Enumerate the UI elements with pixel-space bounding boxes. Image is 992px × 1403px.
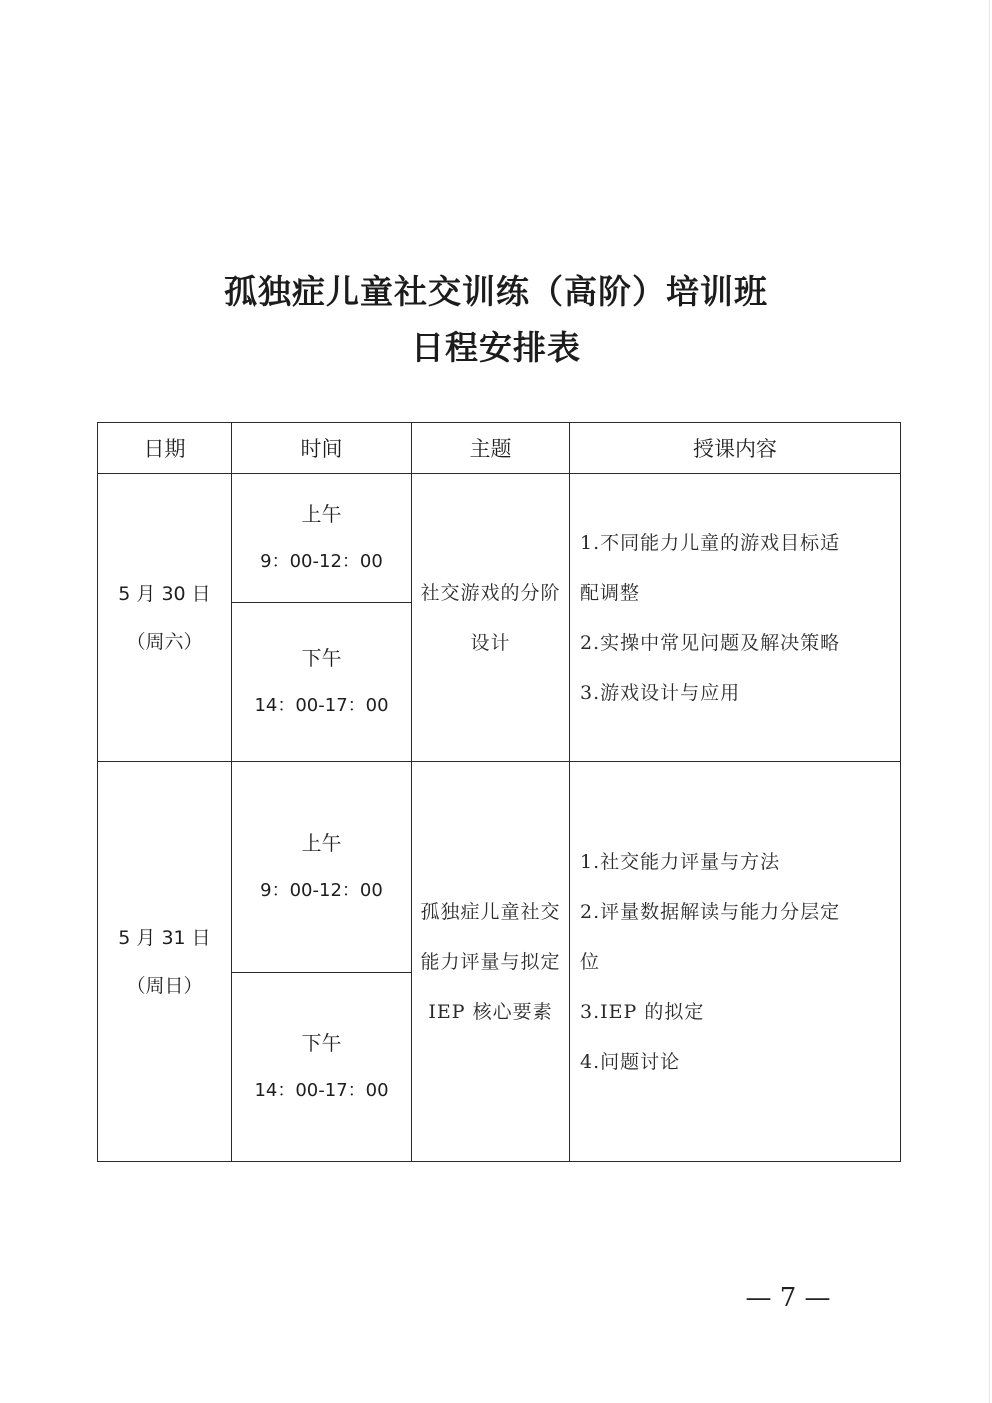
- period-label: 上午: [301, 831, 342, 855]
- content-cell: [570, 474, 901, 762]
- content-line: 3.游戏设计与应用: [580, 681, 741, 704]
- period-label: 下午: [301, 1031, 342, 1055]
- time-cell-morning: [232, 762, 412, 973]
- hours-label: 9：00-12：00: [260, 880, 383, 901]
- content-line: 4.问题讨论: [580, 1050, 681, 1073]
- content-line: 配调整: [580, 581, 641, 604]
- date-cell: [98, 762, 232, 1162]
- document-title: 孤独症儿童社交训练（高阶）培训班: [224, 272, 768, 311]
- content-line: 1.不同能力儿童的游戏目标适: [580, 531, 841, 554]
- header-date: 日期: [98, 423, 232, 474]
- header-time: 时间: [232, 423, 412, 474]
- time-cell-afternoon: [232, 603, 412, 762]
- date-cell: [98, 474, 232, 762]
- date-text: 5 月 31 日: [118, 926, 211, 949]
- hours-label: 14：00-17：00: [254, 1080, 389, 1101]
- table-header-row: [98, 423, 901, 474]
- content-line: 2.评量数据解读与能力分层定: [580, 900, 841, 923]
- content-line: 位: [580, 950, 601, 973]
- hours-label: 9：00-12：00: [260, 551, 383, 572]
- table-row: [98, 762, 901, 973]
- weekday-text: （周日）: [126, 974, 203, 997]
- content-line: 3.IEP 的拟定: [580, 1000, 705, 1023]
- weekday-text: （周六）: [126, 630, 203, 653]
- time-cell-morning: [232, 474, 412, 603]
- time-cell-afternoon: [232, 973, 412, 1162]
- topic-cell: 孤独症儿童社交能力评量与拟定 IEP 核心要素: [412, 762, 570, 1162]
- content-cell: [570, 762, 901, 1162]
- header-content: 授课内容: [570, 423, 901, 474]
- page-number: — 7 —: [745, 1283, 831, 1313]
- document-subtitle: 日程安排表: [411, 328, 581, 367]
- schedule-table: [97, 422, 901, 1162]
- table-row: [98, 474, 901, 603]
- date-text: 5 月 30 日: [118, 582, 211, 605]
- content-line: 2.实操中常见问题及解决策略: [580, 631, 841, 654]
- period-label: 下午: [301, 646, 342, 670]
- hours-label: 14：00-17：00: [254, 695, 389, 716]
- content-line: 1.社交能力评量与方法: [580, 850, 781, 873]
- page-edge: [989, 0, 990, 1403]
- topic-cell: 社交游戏的分阶设计: [412, 474, 570, 762]
- header-topic: 主题: [412, 423, 570, 474]
- period-label: 上午: [301, 502, 342, 526]
